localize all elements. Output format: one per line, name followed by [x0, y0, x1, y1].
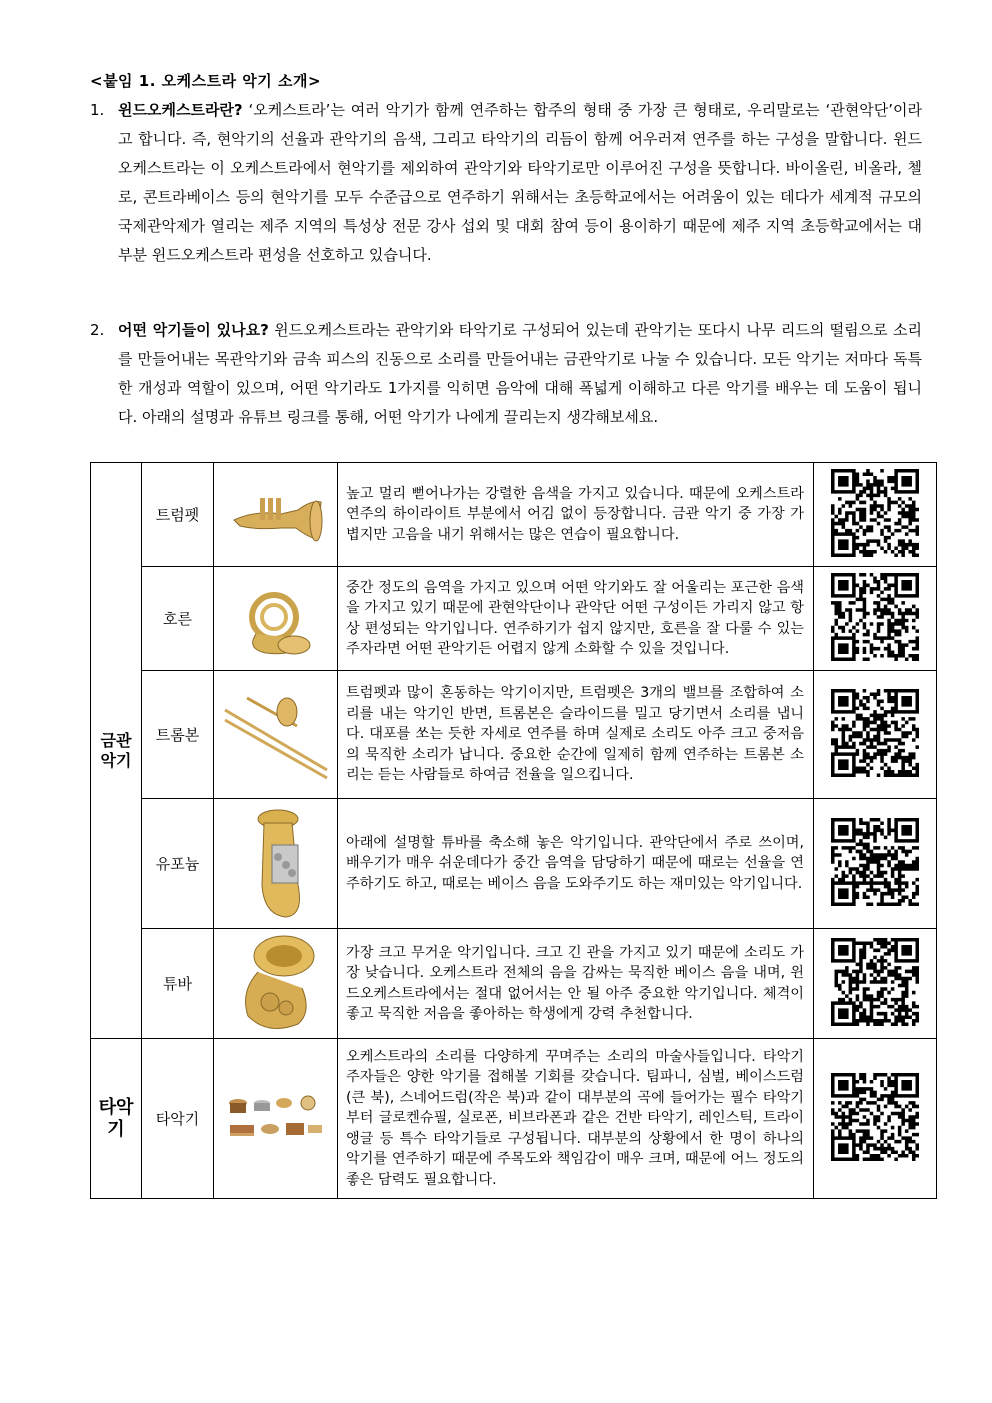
paragraph-lead: 윈드오케스트라란?: [118, 101, 243, 119]
table-row: [91, 463, 937, 567]
qr-pattern: [831, 1073, 919, 1161]
instrument-description: 트럼펫과 많이 혼동하는 악기이지만, 트럼펫은 3개의 밸브를 조합하여 소리를 내는 악기인 반면, 트롬본은 슬라이드를 밀고 당기면서 소리를 냅니다. 대포를 쏘는 듯한 자세로 연주를 하며 실제로 소리도 아주 크고 중저음의 묵직한 소리가 납니다. 중요한 순간에 일제히 함께 연주하는 트롬본 소리는 듣는 사람들로 하여금 전율을 일으킵니다.: [338, 671, 814, 799]
tuba-icon: [214, 929, 338, 1039]
paragraph-number: 2.: [90, 321, 105, 339]
paragraph-2: [90, 316, 922, 432]
table-row: [91, 671, 937, 799]
instrument-description: 아래에 설명할 튜바를 축소해 놓은 악기입니다. 관악단에서 주로 쓰이며, 배우기가 매우 쉬운데다가 중간 음역을 담당하기 때문에 때로는 선율을 연주하기도 하고, 때로는 베이스 음을 도와주기도 하는 재미있는 악기입니다.: [338, 799, 814, 929]
qr-pattern: [831, 818, 919, 906]
percussion-set-icon: [214, 1039, 338, 1199]
qr-pattern: [831, 469, 919, 557]
instrument-name: 호른: [142, 567, 214, 671]
page-title: <붙임 1. 오케스트라 악기 소개>: [90, 72, 322, 90]
paragraph-1: [90, 96, 922, 270]
instrument-name: 튜바: [142, 929, 214, 1039]
euphonium-icon: [214, 799, 338, 929]
paragraph-lead: 어떤 악기들이 있나요?: [118, 321, 269, 339]
instrument-name: 타악기: [142, 1039, 214, 1199]
qr-code[interactable]: [831, 1073, 919, 1161]
qr-code[interactable]: [831, 818, 919, 906]
paragraph-text: ‘오케스트라’는 여러 악기가 함께 연주하는 합주의 형태 중 가장 큰 형태로, 우리말로는 ‘관현악단’이라고 합니다. 즉, 현악기의 선율과 관악기의 음색, 그리고 타악기의 리듬이 함께 어우러져 연주를 하는 구성을 말합니다. 윈드오케스트라는 이 오케스트라에서 현악기를 제외하여 관악기와 타악기로만 이루어진 구성을 뜻합니다. 바이올린, 비올라, 첼로, 콘트라베이스 등의 현악기를 모두 수준급으로 연주하기 위해서는 초등학교에서는 어려움이 있는 데다가 세계적 규모의 국제관악제가 열리는 제주 지역의 특성상 전문 강사 섭외 및 대회 참여 등이 용이하기 때문에 제주 지역 초등학교에서는 대부분 윈드오케스트라 편성을 선호하고 있습니다.: [118, 101, 922, 264]
instrument-description: 중간 정도의 음역을 가지고 있으며 어떤 악기와도 잘 어울리는 포근한 음색을 가지고 있기 때문에 관현악단이나 관악단 어떤 구성이든 가리지 않고 항상 편성되는 악기입니다. 연주하기가 쉽지 않지만, 호른을 잘 다룰 수 있는 주자라면 어떤 관악기든 어렵지 않게 소화할 수 있을 것입니다.: [338, 567, 814, 671]
instrument-name: 유포늄: [142, 799, 214, 929]
qr-pattern: [831, 938, 919, 1026]
qr-pattern: [831, 689, 919, 777]
qr-code[interactable]: [831, 689, 919, 777]
qr-code[interactable]: [831, 938, 919, 1026]
paragraph-number: 1.: [90, 101, 105, 119]
paragraph-text: 윈드오케스트라는 관악기와 타악기로 구성되어 있는데 관악기는 또다시 나무 리드의 떨림으로 소리를 만들어내는 목관악기와 금속 피스의 진동으로 소리를 만들어내는 금관악기로 나눌 수 있습니다. 모든 악기는 저마다 독특한 개성과 역할이 있으며, 어떤 악기라도 1가지를 익히면 음악에 대해 폭넓게 이해하고 다른 악기를 배우는 데 도움이 됩니다. 아래의 설명과 유튜브 링크를 통해, 어떤 악기가 나에게 끌리는지 생각해보세요.: [118, 321, 923, 426]
category-label: 금관 악기: [100, 730, 132, 770]
table-row: [91, 1039, 937, 1199]
table-row: [91, 929, 937, 1039]
qr-code[interactable]: [831, 573, 919, 661]
qr-pattern: [831, 573, 919, 661]
category-label: 타악 기: [98, 1096, 134, 1140]
instrument-description: 높고 멀리 뻗어나가는 강렬한 음색을 가지고 있습니다. 때문에 오케스트라 연주의 하이라이트 부분에서 어김 없이 등장합니다. 금관 악기 중 가장 가볍지만 고음을 내기 위해서는 많은 연습이 필요합니다.: [338, 463, 814, 567]
instrument-table: [90, 462, 937, 1199]
qr-code[interactable]: [831, 469, 919, 557]
trombone-icon: [214, 671, 338, 799]
category-percussion: [91, 1039, 142, 1199]
instrument-name: 트럼펫: [142, 463, 214, 567]
category-brass: [91, 463, 142, 1039]
instrument-description: 오케스트라의 소리를 다양하게 꾸며주는 소리의 마술사들입니다. 타악기 주자들은 양한 악기를 접해볼 기회를 갖습니다. 팀파니, 심벌, 베이스드럼(큰 북), 스네어드럼(작은 북)과 같이 대부분의 곡에 들어가는 필수 타악기부터 글로켄슈필, 실로폰, 비브라폰과 같은 건반 타악기, 레인스틱, 트라이앵글 등 특수 타악기들로 구성됩니다. 대부분의 상황에서 한 명이 하나의 악기를 연주하기 때문에 주목도와 책임감이 매우 크며, 때문에 어느 정도의 좋은 담력도 필요합니다.: [338, 1039, 814, 1199]
trumpet-icon: [214, 463, 338, 567]
horn-icon: [214, 567, 338, 671]
table-row: [91, 567, 937, 671]
instrument-name: 트롬본: [142, 671, 214, 799]
table-row: [91, 799, 937, 929]
instrument-description: 가장 크고 무거운 악기입니다. 크고 긴 관을 가지고 있기 때문에 소리도 가장 낮습니다. 오케스트라 전체의 음을 감싸는 묵직한 베이스 음을 내며, 윈드오케스트라에서는 절대 없어서는 안 될 아주 중요한 악기입니다. 체격이 좋고 묵직한 저음을 좋아하는 학생에게 강력 추천합니다.: [338, 929, 814, 1039]
